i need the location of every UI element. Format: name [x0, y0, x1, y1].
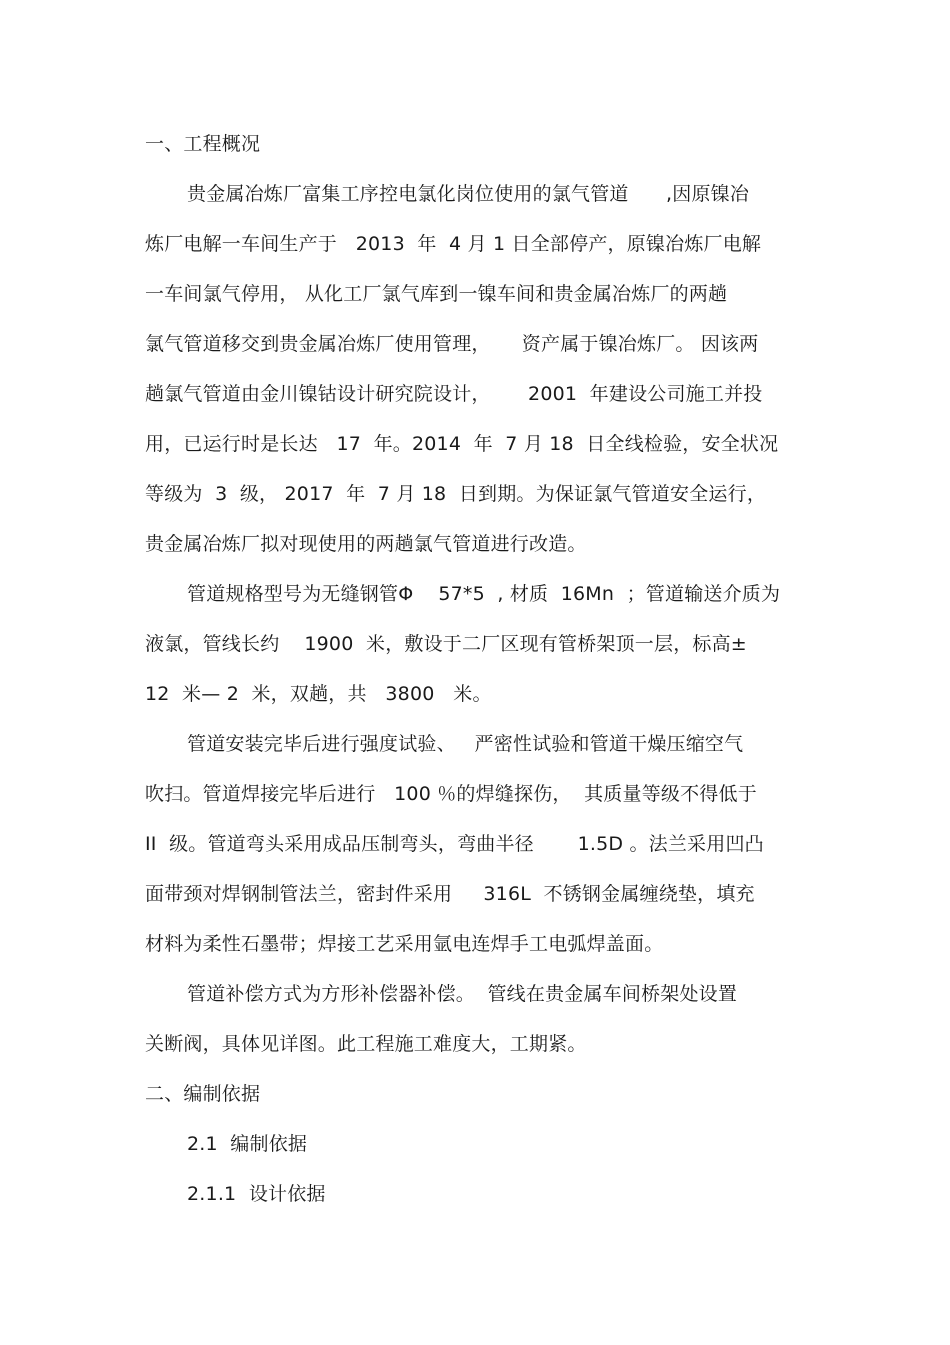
paragraph-line: 关断阀，具体见详图。此工程施工难度大，工期紧。 — [145, 1033, 587, 1055]
section-heading-basis: 二、编制依据 — [145, 1083, 261, 1105]
paragraph-line: 管道规格型号为无缝钢管Φ 57*5 , 材质 16Mn ；管道输送介质为 — [187, 583, 781, 605]
paragraph-line: 用，已运行时是长达 17 年。2014 年 7 月 18 日全线检验，安全状况 — [145, 433, 779, 455]
paragraph-line: II 级。管道弯头采用成品压制弯头，弯曲半径 1.5D 。法兰采用凹凸 — [145, 833, 764, 855]
subsection-heading-2-1: 2.1 编制依据 — [187, 1133, 308, 1155]
paragraph-line: 吹扫。管道焊接完毕后进行 100 ％的焊缝探伤， 其质量等级不得低于 — [145, 783, 757, 805]
paragraph-line: 12 米— 2 米，双趟，共 3800 米。 — [145, 683, 492, 705]
paragraph-line: 材料为柔性石墨带；焊接工艺采用氩电连焊手工电弧焊盖面。 — [145, 933, 664, 955]
paragraph-line: 管道补偿方式为方形补偿器补偿。 管线在贵金属车间桥架处设置 — [187, 983, 738, 1005]
paragraph-line: 一车间氯气停用， 从化工厂氯气库到一镍车间和贵金属冶炼厂的两趟 — [145, 283, 728, 305]
section-heading-overview: 一、工程概况 — [145, 133, 261, 155]
subsection-heading-2-1-1: 2.1.1 设计依据 — [187, 1183, 326, 1205]
paragraph-line: 贵金属冶炼厂拟对现使用的两趟氯气管道进行改造。 — [145, 533, 587, 555]
paragraph-line: 趟氯气管道由金川镍钴设计研究院设计， 2001 年建设公司施工并投 — [145, 383, 763, 405]
paragraph-line: 贵金属冶炼厂富集工序控电氯化岗位使用的氯气管道 ,因原镍冶 — [187, 183, 750, 205]
paragraph-line: 炼厂电解一车间生产于 2013 年 4 月 1 日全部停产，原镍冶炼厂电解 — [145, 233, 762, 255]
paragraph-line: 管道安装完毕后进行强度试验、 严密性试验和管道干燥压缩空气 — [187, 733, 744, 755]
paragraph-line: 面带颈对焊钢制管法兰，密封件采用 316L 不锈钢金属缠绕垫，填充 — [145, 883, 755, 905]
paragraph-line: 液氯，管线长约 1900 米，敷设于二厂区现有管桥架顶一层，标高± — [145, 633, 747, 655]
paragraph-line: 氯气管道移交到贵金属冶炼厂使用管理， 资产属于镍冶炼厂。 因该两 — [145, 333, 759, 355]
paragraph-line: 等级为 3 级， 2017 年 7 月 18 日到期。为保证氯气管道安全运行， — [145, 483, 767, 505]
